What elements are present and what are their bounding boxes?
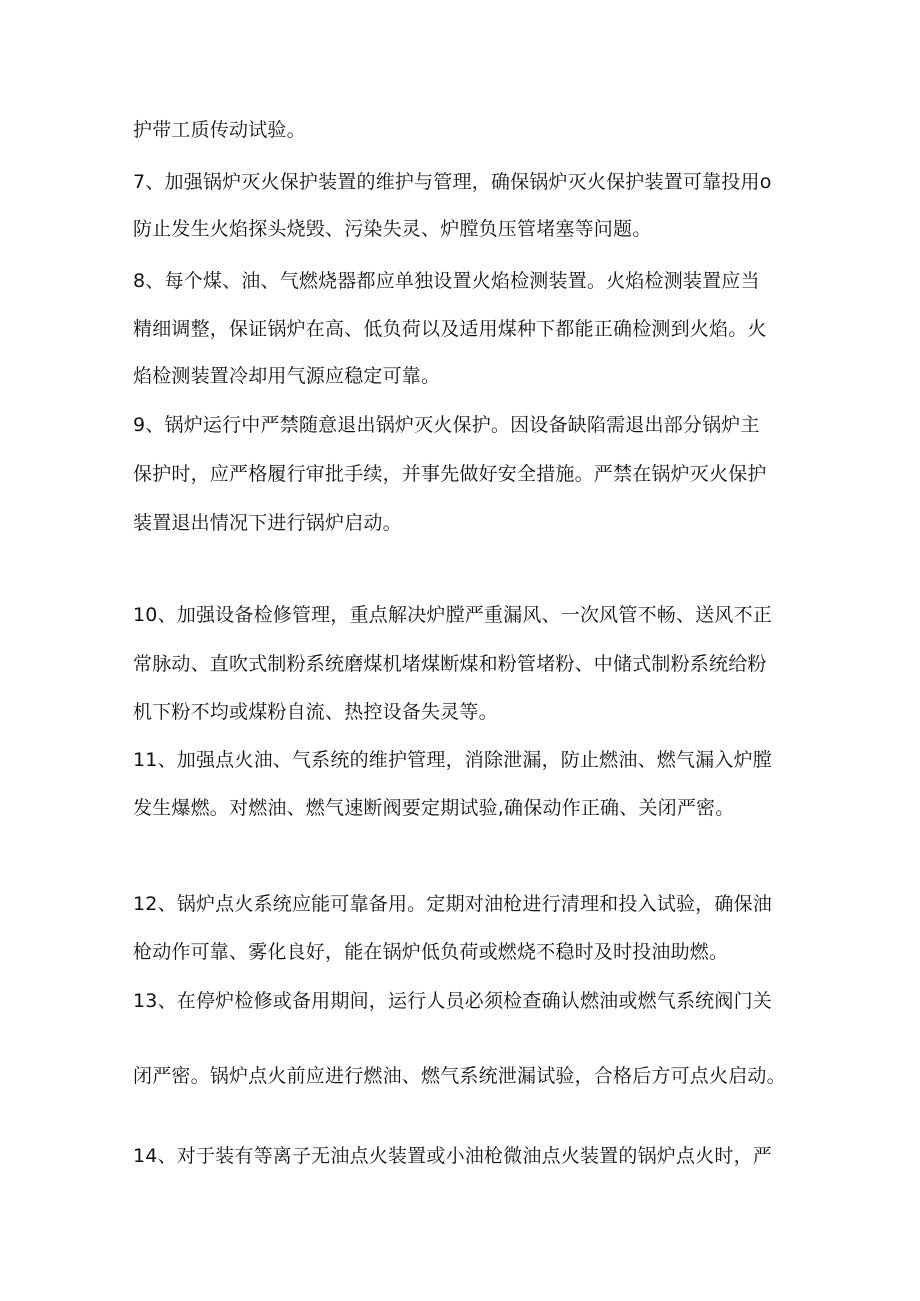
text-line: 常脉动、直吹式制粉系统磨煤机堵煤断煤和粉管堵粉、中储式制粉系统给粉 <box>133 653 767 675</box>
text-line: 精细调整，保证锅炉在高、低负荷以及适用煤种下都能正确检测到火焰。火 <box>133 318 767 340</box>
text-line: 9、锅炉运行中严禁随意退出锅炉灭火保护。因设备缺陷需退出部分锅炉主 <box>133 414 760 436</box>
text-line: 装置退出情况下进行锅炉启动。 <box>133 512 402 534</box>
text-line: 12、锅炉点火系统应能可靠备用。定期对油枪进行清理和投入试验，确保油 <box>133 893 772 915</box>
text-line: 7、加强锅炉灭火保护装置的维护与管理，确保锅炉灭火保护装置可靠投用o <box>133 171 772 193</box>
text-line: 保护时，应严格履行审批手续，并事先做好安全措施。严禁在锅炉灭火保护 <box>133 463 767 485</box>
text-line: 护带工质传动试验。 <box>133 119 306 141</box>
text-line: 8、每个煤、油、气燃烧器都应单独设置火焰检测装置。火焰检测装置应当 <box>133 270 760 292</box>
text-line: 14、对于装有等离子无油点火装置或小油枪微油点火装置的锅炉点火时，严 <box>133 1145 772 1167</box>
text-line: 防止发生火焰探头烧毁、污染失灵、炉膛负压管堵塞等问题。 <box>133 218 652 240</box>
text-line: 11、加强点火油、气系统的维护管理，消除泄漏，防止燃油、燃气漏入炉膛 <box>133 749 772 771</box>
text-line: 机下粉不均或煤粉自流、热控设备失灵等。 <box>133 701 498 723</box>
text-line: 闭严密。锅炉点火前应进行燃油、燃气系统泄漏试验，合格后方可点火启动。 <box>133 1065 786 1087</box>
text-line: 发生爆燃。对燃油、燃气速断阀要定期试验,确保动作正确、关闭严密。 <box>133 797 735 819</box>
text-line: 10、加强设备检修管理，重点解决炉膛严重漏风、一次风管不畅、送风不正 <box>133 604 772 626</box>
text-line: 枪动作可靠、雾化良好，能在锅炉低负荷或燃烧不稳时及时投油助燃。 <box>133 941 729 963</box>
text-line: 焰检测装置冷却用气源应稳定可靠。 <box>133 365 441 387</box>
text-line: 13、在停炉检修或备用期间，运行人员必须检查确认燃油或燃气系统阀门关 <box>133 990 772 1012</box>
